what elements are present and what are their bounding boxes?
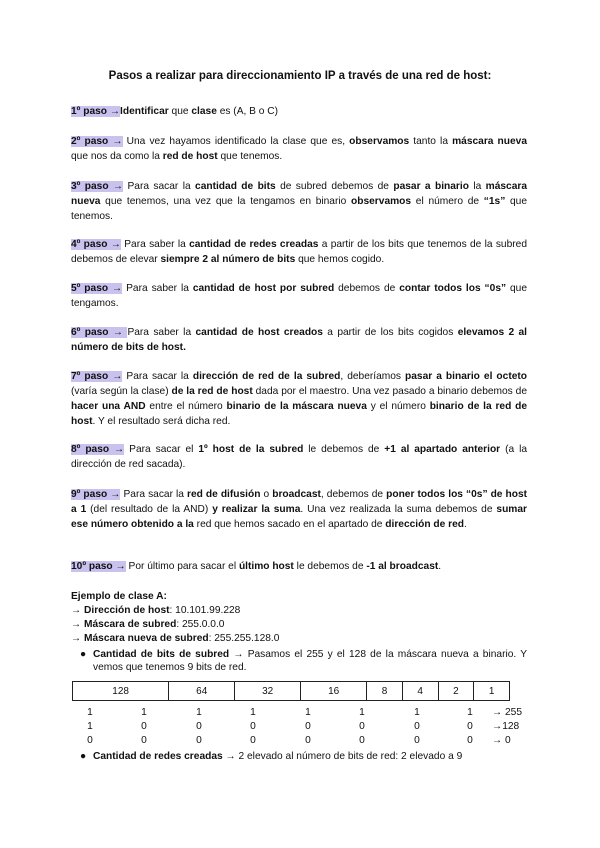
binary-cell: 0 (414, 735, 420, 746)
step-text: . (438, 561, 442, 572)
step-label: 10º paso → (71, 561, 126, 572)
binary-cell: 0 (305, 721, 311, 732)
step-text: y realizar la suma (212, 504, 301, 515)
step-text: Identificar (120, 106, 169, 117)
binary-cell: 0 (87, 735, 93, 746)
bullet-bits-subred: ● Cantidad de bits de subred → Pasamos el 255 y el 128 de la máscara nueva a binario. Y vemos que tenemos 9 bits de red. (80, 649, 528, 673)
step-text: +1 al apartado anterior (384, 444, 501, 455)
step-text: poner todos los “0s” de host a 1 (71, 489, 528, 515)
binary-cell: 1 (359, 707, 365, 718)
step-text: o (260, 489, 273, 500)
step-text: red de host (162, 151, 218, 162)
step-text: último host (238, 561, 294, 572)
step-text: (a la dirección de red sacada). (71, 444, 528, 470)
step-text: que nos da como la (71, 151, 163, 162)
binary-cell: 1 (196, 707, 202, 718)
binary-result: →128 (492, 721, 520, 732)
step-text: “1s” (483, 196, 506, 207)
step-text: dirección de red (385, 519, 464, 530)
step-text: observamos (351, 196, 412, 207)
step-label: 8º paso → (71, 444, 125, 455)
step-text: pasar a binario (393, 181, 469, 192)
bit-weight-cell: 32 (235, 682, 301, 701)
step-text: (varía según la clase) (71, 386, 172, 397)
step-text: la (468, 181, 486, 192)
step-label: 1º paso → (71, 106, 121, 117)
step-text: elevamos 2 al número de bits de host. (71, 327, 528, 353)
bit-weight-cell: 2 (438, 682, 474, 701)
step-text: cantidad de host por subred (192, 283, 335, 294)
step-label: 2º paso → (71, 136, 123, 147)
step-text: hacer una AND (71, 401, 146, 412)
step-text: máscara nueva (452, 136, 527, 147)
step-paragraph (71, 559, 527, 574)
step-text: observamos (349, 136, 410, 147)
step-label: 9º paso → (71, 489, 121, 500)
step-paragraph (71, 369, 527, 429)
binary-cell: 0 (141, 735, 147, 746)
step-paragraph (71, 487, 527, 532)
binary-cell: 0 (467, 721, 473, 732)
step-text: cantidad de bits (195, 181, 276, 192)
binary-cell: 0 (305, 735, 311, 746)
page-title: Pasos a realizar para direccionamiento IP a través de una red de host: (108, 70, 492, 82)
binary-cell: 0 (141, 721, 147, 732)
step-text: debemos de (334, 283, 400, 294)
step-paragraph (71, 104, 527, 119)
step-text: de subred debemos de (275, 181, 394, 192)
step-text: entre el número (145, 401, 227, 412)
step-text: sumar ese número obtenido a la (71, 504, 527, 530)
binary-cell: 1 (305, 707, 311, 718)
step-text: que tenemos, una vez que la tengamos en binario (100, 196, 352, 207)
binary-cell: 1 (87, 707, 93, 718)
step-label: 3º paso → (71, 181, 124, 192)
step-text: Para sacar la (122, 371, 193, 382)
step-text: cantidad de host creados (195, 327, 323, 338)
step-text: Para saber la (120, 239, 190, 250)
step-label: 5º paso → (71, 283, 123, 294)
step-text: binario de la red de host (71, 401, 528, 427)
step-paragraph (71, 281, 527, 311)
binary-cell: 0 (196, 721, 202, 732)
bits-header-row (73, 682, 510, 701)
binary-cell: 1 (467, 707, 473, 718)
step-text: que tengamos. (71, 283, 527, 309)
binary-cell: 1 (87, 721, 93, 732)
new-mask-line: → Máscara nueva de subred: 255.255.128.0 (71, 633, 280, 644)
step-text: , debemos de (320, 489, 387, 500)
binary-cell: 0 (250, 721, 256, 732)
step-text: binario de la máscara nueva (226, 401, 367, 412)
step-text: red de difusión (187, 489, 261, 500)
step-text: dada por el maestro. Una vez pasado a binario debemos de (252, 386, 528, 397)
step-text: cantidad de redes creadas (189, 239, 319, 250)
subnet-mask-line: → Máscara de subred: 255.0.0.0 (71, 619, 225, 630)
bit-weight-cell: 128 (73, 682, 169, 701)
binary-cell: 0 (359, 721, 365, 732)
step-text: a partir de los bits que tenemos de la subred debemos de elevar (71, 239, 527, 265)
bit-weight-cell: 16 (301, 682, 367, 701)
step-text: Por último para sacar el (125, 561, 239, 572)
step-text: siempre 2 al número de bits (160, 254, 296, 265)
binary-cell: 1 (250, 707, 256, 718)
step-text: pasar a binario el octeto (405, 371, 527, 382)
example-heading: Ejemplo de clase A: (71, 591, 167, 602)
step-text: red que hemos sacado en el apartado de (193, 519, 386, 530)
binary-cell: 0 (250, 735, 256, 746)
step-text: . Y el resultado será dicha red. (92, 416, 231, 427)
binary-cell: 1 (141, 707, 147, 718)
step-text: que hemos cogido. (295, 254, 385, 265)
step-label: 4º paso → (71, 239, 121, 250)
step-text: le debemos de (303, 444, 385, 455)
binary-cell: 0 (414, 721, 420, 732)
step-text: es (A, B o C) (216, 106, 279, 117)
step-text: que tenemos. (71, 196, 528, 222)
step-label: 7º paso → (71, 371, 123, 382)
step-paragraph (71, 179, 527, 224)
bullet-dot-icon: ● (80, 649, 87, 660)
step-paragraph (71, 237, 527, 267)
bullet-redes-creadas: ● Cantidad de redes creadas → 2 elevado al número de bits de red: 2 elevado a 9 (80, 751, 463, 762)
bit-weight-cell: 8 (367, 682, 403, 701)
step-text: dirección de red de la subred (192, 371, 341, 382)
step-text: de la red de host (171, 386, 253, 397)
binary-cell: 1 (414, 707, 420, 718)
step-text: que (168, 106, 192, 117)
step-text: máscara nueva (71, 181, 528, 207)
bit-weight-cell: 64 (169, 682, 235, 701)
step-text: . Una vez realizada la suma debemos de (300, 504, 497, 515)
step-text: clase (191, 106, 217, 117)
step-text: el número de (411, 196, 484, 207)
host-address-line: → Dirección de host: 10.101.99.228 (71, 605, 241, 616)
step-text: le debemos de (293, 561, 367, 572)
step-text: -1 al broadcast (366, 561, 439, 572)
step-paragraph (71, 325, 527, 355)
step-paragraph (71, 134, 527, 164)
bit-weight-cell: 1 (474, 682, 510, 701)
step-text: Para sacar la (123, 181, 196, 192)
step-text: tanto la (409, 136, 453, 147)
step-paragraph (71, 442, 527, 472)
step-text: , deberíamos (340, 371, 406, 382)
binary-cell: 0 (196, 735, 202, 746)
binary-result: → 0 (492, 735, 511, 746)
step-text: 1º host de la subred (198, 444, 304, 455)
step-text: Para saber la (122, 283, 193, 294)
binary-cell: 0 (359, 735, 365, 746)
bullet-dot-icon: ● (80, 751, 87, 762)
step-text: broadcast (272, 489, 321, 500)
step-text: Para sacar la (120, 489, 187, 500)
step-text: y el número (366, 401, 430, 412)
binary-cell: 0 (467, 735, 473, 746)
step-text: Para saber la (127, 327, 196, 338)
bits-table (72, 681, 510, 701)
step-text: a partir de los bits cogidos (322, 327, 458, 338)
step-text: Para sacar el (124, 444, 199, 455)
step-text: contar todos los “0s” (399, 283, 507, 294)
step-text: (del resultado de la AND) (86, 504, 213, 515)
step-text: . (463, 519, 467, 530)
step-text: que tenemos. (217, 151, 283, 162)
step-text: Una vez hayamos identificado la clase que es, (122, 136, 350, 147)
step-label: 6º paso → (71, 327, 128, 338)
bit-weight-cell: 4 (402, 682, 438, 701)
binary-result: → 255 (492, 707, 523, 718)
